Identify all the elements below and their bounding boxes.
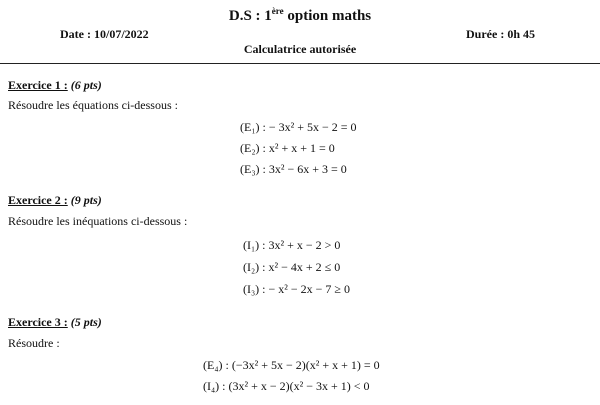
inequation-i4: (I₄) : (3x² + x − 2)(x² − 3x + 1) < 0 [203, 379, 370, 393]
equation-e1: (E₁) : − 3x² + 5x − 2 = 0 [240, 120, 357, 134]
title-superscript: ère [271, 6, 284, 16]
header-divider [0, 63, 600, 64]
exercise-2-instruction: Résoudre les inéquations ci-dessous : [8, 214, 188, 228]
exam-date: Date : 10/07/2022 [60, 27, 149, 41]
equation-e2: (E₂) : x² + x + 1 = 0 [240, 141, 335, 155]
page-title [0, 6, 600, 25]
calculator-note: Calculatrice autorisée [243, 42, 357, 56]
inequation-i2: (I₂) : x² − 4x + 2 ≤ 0 [243, 260, 341, 274]
exercise-1-instruction: Résoudre les équations ci-dessous : [8, 98, 178, 112]
exercise-3-title: Exercice 3 : [8, 315, 68, 329]
exercise-2-heading [8, 193, 102, 208]
exercise-3-heading [8, 315, 102, 330]
exercise-3-instruction: Résoudre : [8, 336, 60, 350]
title-main: D.S : 1 [228, 8, 272, 24]
equation-e4: (E₄) : (−3x² + 5x − 2)(x² + x + 1) = 0 [203, 358, 380, 372]
exercise-1-title: Exercice 1 : [8, 78, 68, 92]
exercise-3-points: (5 pts) [70, 315, 102, 329]
exercise-2-points: (9 pts) [70, 193, 102, 207]
exercise-1-points: (6 pts) [70, 78, 102, 92]
title-rest: option maths [283, 8, 372, 24]
equation-e3: (E₃) : 3x² − 6x + 3 = 0 [240, 162, 347, 176]
exercise-2-title: Exercice 2 : [8, 193, 68, 207]
exam-duration: Durée : 0h 45 [466, 27, 535, 41]
inequation-i3: (I₃) : − x² − 2x − 7 ≥ 0 [243, 282, 350, 296]
inequation-i1: (I₁) : 3x² + x − 2 > 0 [243, 238, 341, 252]
exercise-1-heading [8, 78, 102, 93]
